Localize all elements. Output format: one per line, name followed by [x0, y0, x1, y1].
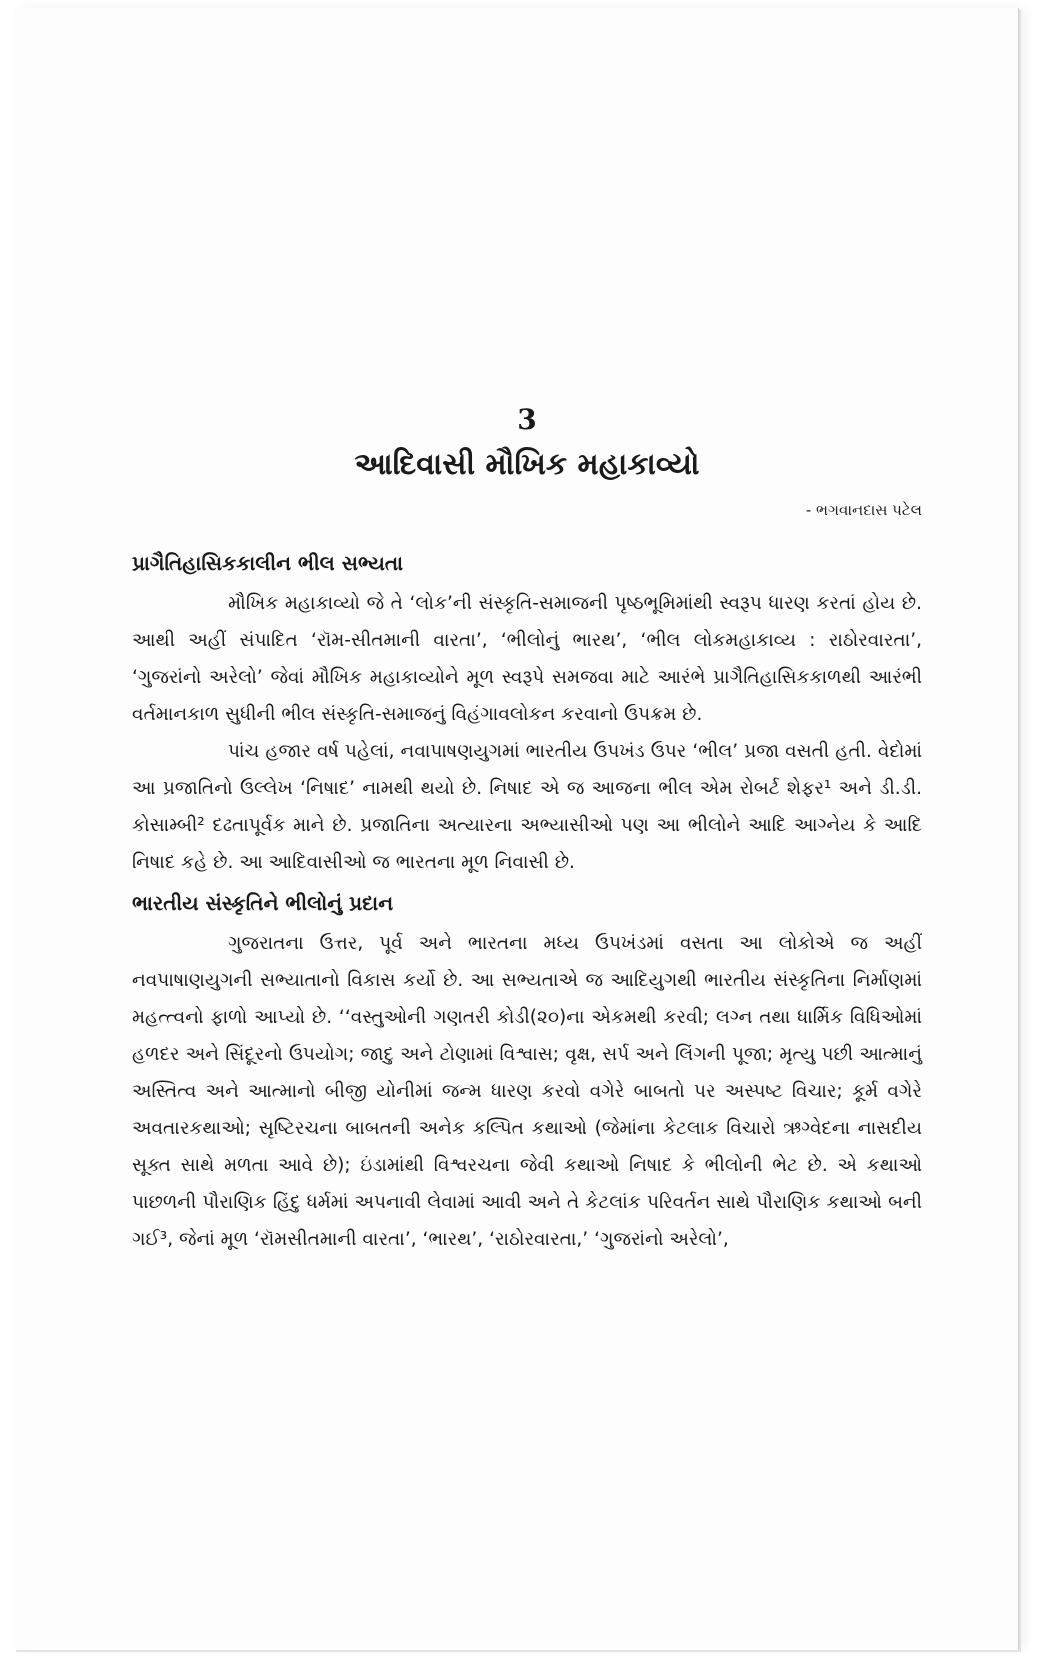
- book-page: [14, 8, 1019, 1650]
- chapter-author: - ભગવાનદાસ પટેલ: [805, 501, 922, 519]
- chapter-title: આદિવાસી મૌખિક મહાકાવ્યો: [354, 447, 700, 482]
- paragraph: પાંચ હજાર વર્ષ પહેલાં, નવાપાષણયુગમાં ભારતીય ઉપખંડ ઉપર ‘ભીલ’ પ્રજા વસતી હતી. વેદોમાં આ પ્રજાતિનો ઉલ્લેખ ‘નિષાદ’ નામથી થયો છે. નિષાદ એ જ આજના ભીલ એમ રોબર્ટ શેફર¹ અને ડી.ડી. કોસામ્બી² દઢતાપૂર્વક માને છે. પ્રજાતિના અત્યારના અભ્યાસીઓ પણ આ ભીલોને આદિ આગ્નેય કે આદિ નિષાદ કહે છે. આ આદિવાસીઓ જ ભારતના મૂળ નિવાસી છે.: [132, 741, 922, 873]
- chapter-number: 3: [517, 403, 537, 436]
- paragraph: ગુજરાતના ઉત્તર, પૂર્વ અને ભારતના મધ્ય ઉપખંડમાં વસતા આ લોકોએ જ અહીં નવપાષાણયુગની સભ્યાતાનો વિકાસ કર્યો છે. આ સભ્યતાએ જ આદિયુગથી ભારતીય સંસ્કૃતિના નિર્માણમાં મહત્ત્વનો ફાળો આપ્યો છે. ‘‘વસ્તુઓની ગણતરી કોડી(૨૦)ના એકમથી કરવી; લગ્ન તથા ધાર્મિક વિધિઓમાં હળદર અને સિંદૂરનો ઉપયોગ; જાદુ અને ટોણામાં વિશ્વાસ; વૃક્ષ, સર્પ અને લિંગની પૂજા; મૃત્યુ પછી આત્માનું અસ્તિત્વ અને આત્માનો બીજી યોનીમાં જન્મ ધારણ કરવો વગેરે બાબતો પર અસ્પષ્ટ વિચાર; કૂર્મ વગેરે અવતારકથાઓ; સૃષ્ટિરચના બાબતની અનેક કલ્પિત કથાઓ (જેમાંના કેટલાક વિચારો ઋગ્વેદના નાસદીય સૂક્ત સાથે મળતા આવે છે); ઇંડામાંથી વિશ્વરચના જેવી કથાઓ નિષાદ કે ભીલોની ભેટ છે. એ કથાઓ પાછળની પૌરાણિક હિંદુ ધર્મમાં અપનાવી લેવામાં આવી અને તે કેટલાંક પરિવર્તન સાથે પૌરાણિક કથાઓ બની ગઈ³, જેનાં મૂળ ‘રૉમસીતમાની વારતા’, ‘ભારથ’, ‘રાઠોરવારતા,’ ‘ગુજરાંનો અરેલો’,: [132, 933, 922, 1250]
- page-content: [132, 403, 922, 1258]
- paragraph: મૌખિક મહાકાવ્યો જે તે ‘લોક’ની સંસ્કૃતિ-સમાજની પૃષ્ઠભૂમિમાંથી સ્વરૂપ ધારણ કરતાં હોય છે. આથી અહીં સંપાદિત ‘રૉમ-સીતમાની વારતા’, ‘ભીલોનું ભારથ’, ‘ભીલ લોકમહાકાવ્ય : રાઠોરવારતા’, ‘ગુજરાંનો અરેલો’ જેવાં મૌખિક મહાકાવ્યોને મૂળ સ્વરૂપે સમજવા માટે આરંભે પ્રાગૈતિહાસિકકાળથી આરંભી વર્તમાનકાળ સુધીની ભીલ સંસ્કૃતિ-સમાજનું વિહંગાવલોકન કરવાનો ઉપક્રમ છે.: [132, 593, 922, 725]
- section-heading-contribution: ભારતીય સંસ્કૃતિને ભીલોનું પ્રદાન: [132, 891, 394, 915]
- section-heading-prehistoric: પ્રાગૈતિહાસિકકાલીન ભીલ સભ્યતા: [132, 551, 404, 575]
